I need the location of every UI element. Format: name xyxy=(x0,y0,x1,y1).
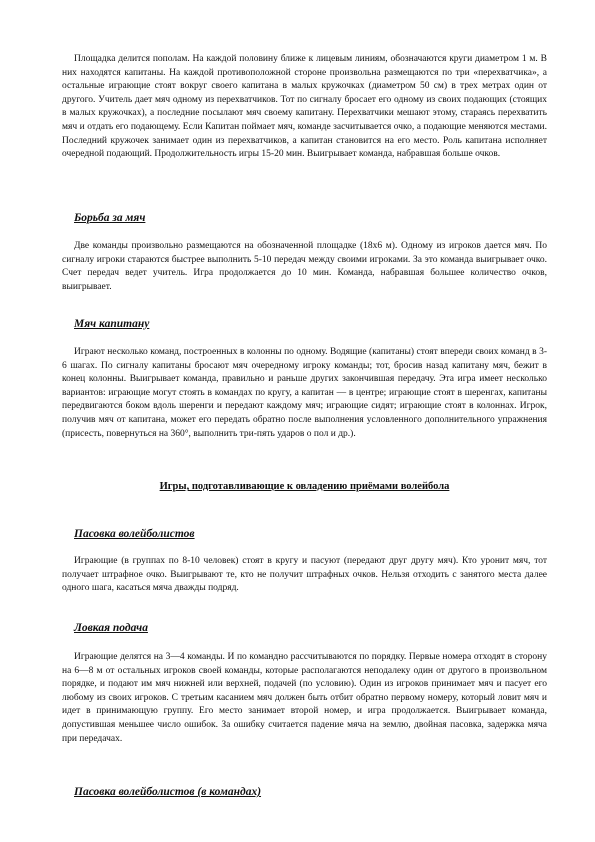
heading-pasovka-voleybolistov: Пасовка волейболистов xyxy=(74,528,195,540)
paragraph-intro: Площадка делится пополам. На каждой половину ближе к лицевым линиям, обозначаются круги диаметром 1 м. В них находятся капитаны. На каждой противоположной стороне произвольна размещаются по три «перехватчика», а остальные играющие стоят вокруг своего капитана в малых кружочках (диаметром 50 см) в трех метрах один от другого. Учитель дает мяч одному из перехватчиков. Тот по сигналу бросает его одному из своих подающих (стоящих в малых кружочках), а последние посылают мяч своему капитану. Перехватчики мешают этому, стараясь перехватить мяч и отдать его подающему. Если Капитан поймает мяч, команде засчитывается очко, а подающие меняются местами. Последний кружочек занимает один из перехватчиков, а капитан становится на его место. Роль капитана исполняет очередной подающий. Продолжительность игры 15-20 мин. Выигрывает команда, набравшая больше очков. xyxy=(62,54,547,160)
section-title-volleyball-games: Игры, подготавливающие к овладению приёмами волейбола xyxy=(159,481,450,492)
paragraph-pasovka-voleybolistov: Играющие (в группах по 8-10 человек) стоят в кругу и пасуют (передают друг другу мяч). Кто уронит мяч, тот получает штрафное очко. Выигрывают те, кто не получит штрафных очков. Нельзя отходить с занятого места далее одного шага, касаться мяча дважды подряд. xyxy=(62,556,547,594)
paragraph-lovkaya-podacha: Играющие делятся на 3—4 команды. И по командно рассчитываются по порядку. Первые номера отходят в сторону на 6—8 м от остальных игроков своей команды, которые располагаются неподалеку один от другого в произвольном порядке, и подают им мяч нижней или верхней, подачей (по условию). Один из игроков принимает мяч и пасует его любому из своих игроков. С третьим касанием мяч должен быть отбит обратно первому номеру, который ловит мяч и идет в принимающую группу. Его место занимает второй номер, и игра продолжается. Выигрывает команда, допустившая меньшее число ошибок. За ошибку считается падение мяча на землю, двойная пасовка, задержка мяча при передачах. xyxy=(62,652,547,744)
paragraph-borba-za-myach: Две команды произвольно размещаются на обозначенной площадке (18х6 м). Одному из игроков дается мяч. По сигналу игроки стараются быстрее выполнить 5-10 передач между своими игроками. За это команда выигрывает очко. Счет передач ведет учитель. Игра продолжается до 10 мин. Команда, набравшая большее количество очков, выигрывает. xyxy=(62,241,547,292)
heading-myach-kapitanu: Мяч капитану xyxy=(74,318,150,330)
heading-lovkaya-podacha: Ловкая подача xyxy=(74,622,148,634)
heading-pasovka-v-komandah: Пасовка волейболистов (в командах) xyxy=(74,786,262,798)
heading-borba-za-myach: Борьба за мяч xyxy=(74,212,146,224)
paragraph-myach-kapitanu: Играют несколько команд, построенных в колонны по одному. Водящие (капитаны) стоят впереди своих команд в 3-6 шагах. По сигналу капитаны бросают мяч очередному игроку команды; тот, бросив назад капитану мяч, бежит в конец колонны. Выигрывает команда, правильно и раньше других закончившая передачу. Эта игра имеет несколько вариантов: играющие могут стоять в командах по кругу, а капитан — в центре; играющие стоят в шеренгах, капитаны передвигаются боком вдоль шеренги и передают каждому мяч; играющие сидят; играющие стоят в колоннах. Игрок, получив мяч от капитана, может его передать обратно после выполнения условленного дополнительного упражнения (присесть, повернуться на 360°, выполнить три-пять ударов о пол и др.). xyxy=(62,347,547,439)
